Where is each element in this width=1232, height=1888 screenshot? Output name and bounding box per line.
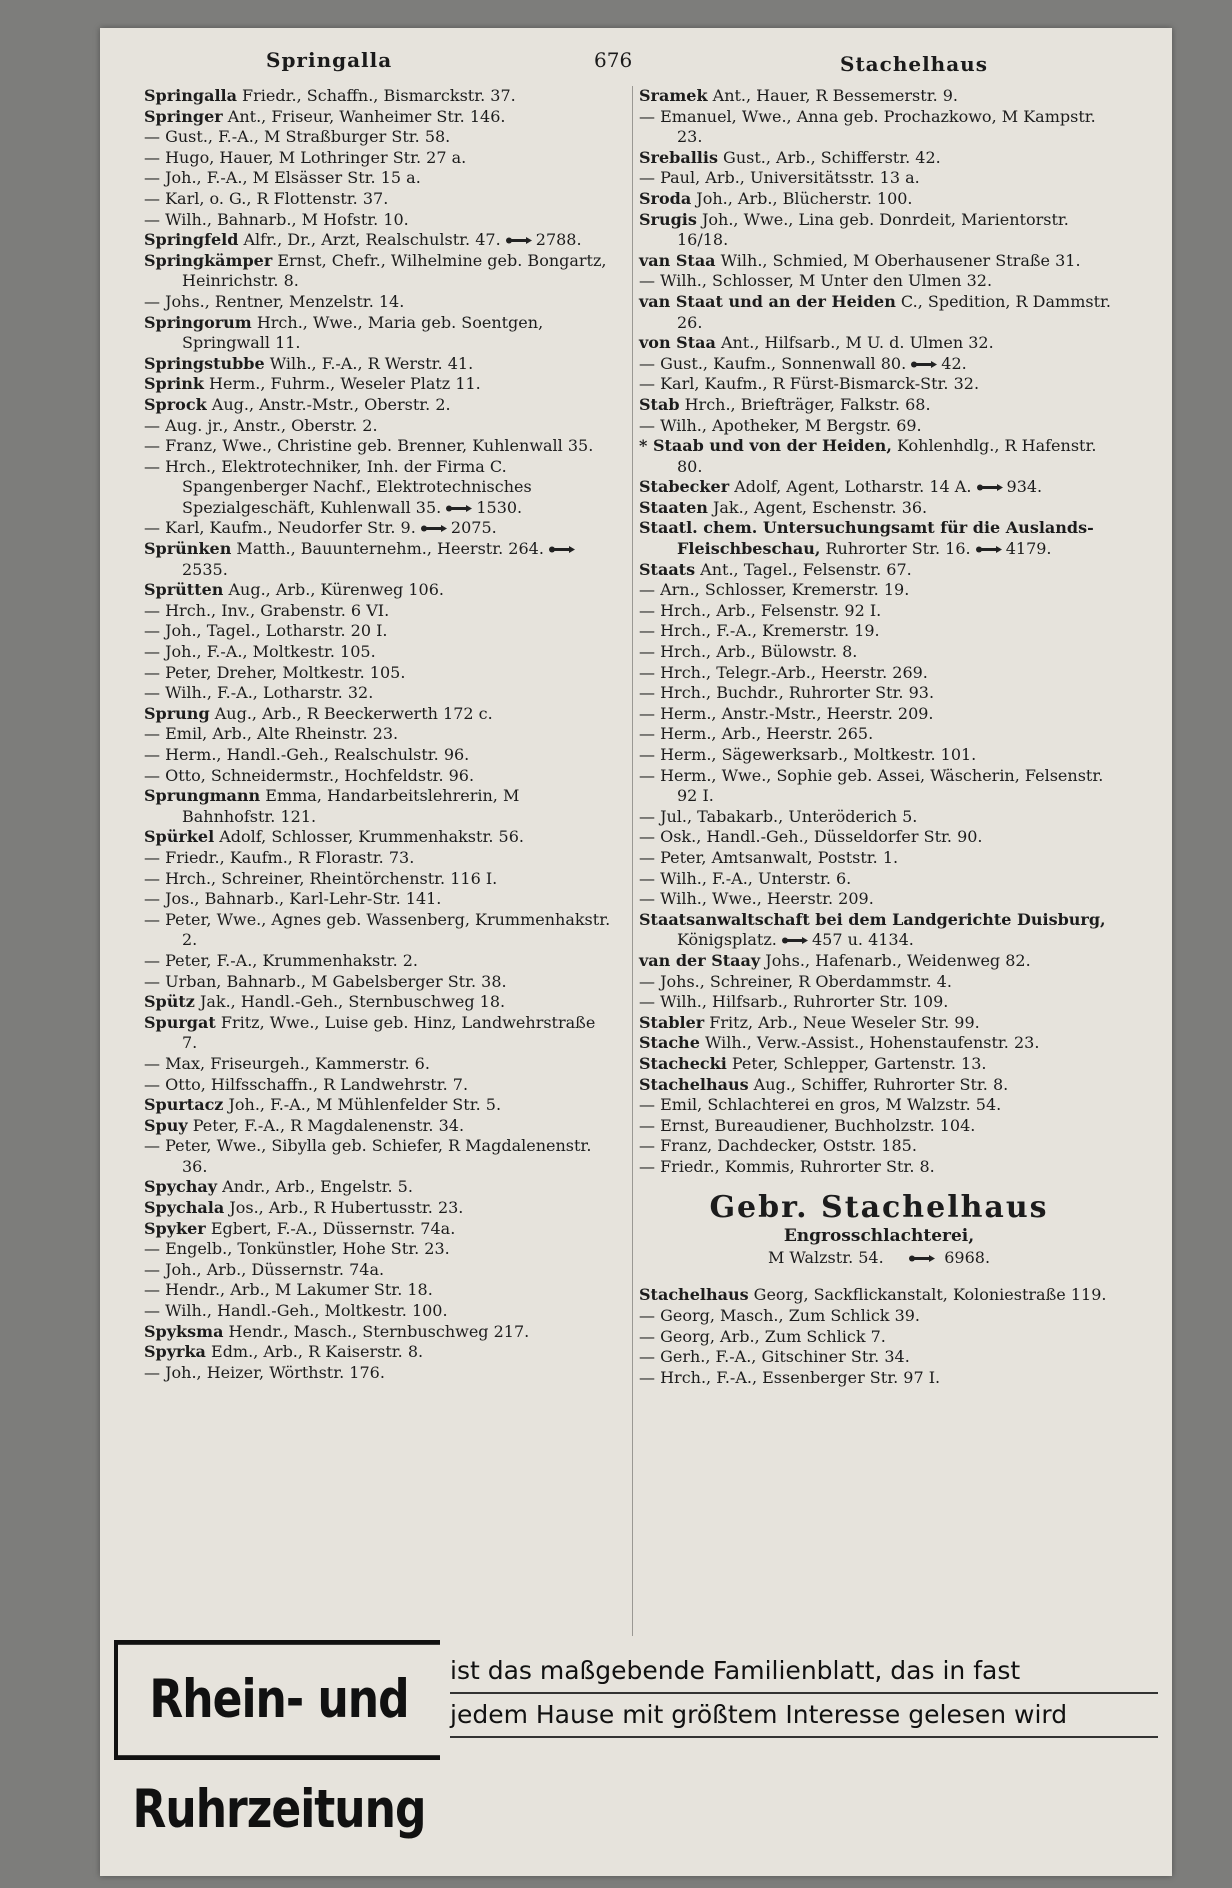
entry-details: — Hrch., Elektrotechniker, Inh. der Firma C. Spangenberger Nachf., Elektrotechnisches Spezialgeschäft, Kuhlenwall 35. [144, 456, 532, 517]
entry-details: — Wilh., F.-A., Unterstr. 6. [639, 868, 852, 888]
entry-details: Jak., Agent, Eschenstr. 36. [707, 497, 928, 517]
directory-entry [144, 86, 614, 107]
directory-entry [144, 251, 614, 292]
entry-surname: Spuy [144, 1115, 188, 1135]
entry-details: — Ernst, Bureaudiener, Buchholzstr. 104. [639, 1115, 976, 1135]
page-number: 676 [594, 48, 633, 72]
directory-entry [639, 189, 1119, 210]
directory-entry [144, 910, 614, 951]
directory-entry [144, 1075, 614, 1096]
directory-entry [639, 333, 1119, 354]
directory-entry [639, 210, 1119, 251]
slogan-line-2: jedem Hause mit größtem Interesse gelesen wird [450, 1694, 1158, 1738]
entry-details: Egbert, F.-A., Düssernstr. 74a. [205, 1218, 456, 1238]
entry-details: Johs., Hafenarb., Weidenweg 82. [760, 950, 1031, 970]
entry-surname: Stache [639, 1033, 700, 1053]
directory-entry [144, 1322, 614, 1343]
directory-entry [144, 786, 614, 827]
entry-surname: Sroda [639, 188, 692, 208]
directory-entry [639, 704, 1119, 725]
directory-entry [639, 1285, 1119, 1306]
entry-details: — Georg, Arb., Zum Schlick 7. [639, 1326, 886, 1346]
entry-details: Wilh., Schmied, M Oberhausener Straße 31. [715, 250, 1081, 270]
directory-entry [144, 230, 614, 251]
left-column [144, 86, 614, 1636]
telephone-icon [976, 545, 1002, 554]
directory-entry [144, 827, 614, 848]
directory-entry [639, 642, 1119, 663]
directory-entry [144, 972, 614, 993]
ad-address: M Walzstr. 54. [767, 1248, 884, 1268]
entry-surname: Staatsanwaltschaft bei dem Landgerichte Duisburg, [639, 909, 1106, 929]
entry-details: Adolf, Schlosser, Krummenhakstr. 56. [214, 827, 524, 847]
entry-surname: Springfeld [144, 230, 239, 250]
entry-surname: Sprock [144, 394, 207, 414]
entry-details: Hendr., Masch., Sternbuschweg 217. [223, 1321, 530, 1341]
directory-entry [144, 1260, 614, 1281]
directory-entry [639, 1347, 1119, 1368]
entry-details: — Hrch., Buchdr., Ruhrorter Str. 93. [639, 683, 935, 703]
directory-entry [144, 1136, 614, 1177]
telephone-icon [911, 360, 937, 369]
entry-details: — Hrch., F.-A., Kremerstr. 19. [639, 621, 880, 641]
entry-details: Wilh., F.-A., R Werstr. 41. [264, 353, 474, 373]
entry-details: — Wilh., Hilfsarb., Ruhrorter Str. 109. [639, 992, 949, 1012]
ad-subtitle: Engrosschlachterei, [783, 1226, 975, 1247]
directory-entry [639, 354, 1119, 375]
entry-details: Joh., F.-A., M Mühlenfelder Str. 5. [223, 1095, 502, 1115]
entry-surname: Srugis [639, 209, 697, 229]
entry-details: — Peter, F.-A., Krummenhakstr. 2. [144, 950, 419, 970]
entry-phone-number: 2535. [182, 559, 228, 579]
directory-entry [144, 621, 614, 642]
directory-entry [639, 498, 1119, 519]
entry-details: — Gust., Kaufm., Sonnenwall 80. [639, 353, 907, 373]
entry-phone-number: 42. [941, 353, 967, 373]
entry-surname: Stabecker [639, 477, 730, 497]
entry-details: — Karl, o. G., R Flottenstr. 37. [144, 188, 389, 208]
entry-details: — Peter, Wwe., Sibylla geb. Schiefer, R Magdalenenstr. 36. [144, 1136, 592, 1176]
telephone-icon [446, 504, 472, 513]
directory-entry [639, 848, 1119, 869]
entry-details: — Peter, Amtsanwalt, Poststr. 1. [639, 847, 899, 867]
entry-details: — Joh., F.-A., Moltkestr. 105. [144, 642, 376, 662]
directory-entry [144, 992, 614, 1013]
directory-page [100, 28, 1172, 1876]
entry-details: Fritz, Wwe., Luise geb. Hinz, Landwehrstraße 7. [182, 1012, 596, 1053]
advertisement-stachelhaus [639, 1191, 1119, 1269]
entry-surname: Spürkel [144, 827, 215, 847]
directory-entry [144, 663, 614, 684]
directory-entry [639, 745, 1119, 766]
directory-entry [639, 889, 1119, 910]
directory-entry [144, 1013, 614, 1054]
entry-details: — Peter, Dreher, Moltkestr. 105. [144, 662, 406, 682]
entry-details: — Wilh., Schlosser, M Unter den Ulmen 32. [639, 271, 993, 291]
entry-surname: * Staab und von der Heiden, [639, 436, 892, 456]
directory-entry [639, 1095, 1119, 1116]
entry-details: — Jul., Tabakarb., Unteröderich 5. [639, 806, 918, 826]
entry-surname: van Staat und an der Heiden [639, 291, 896, 311]
directory-entry [144, 292, 614, 313]
directory-entry [144, 580, 614, 601]
entry-details: — Emil, Arb., Alte Rheinstr. 23. [144, 724, 399, 744]
entry-details: Andr., Arb., Engelstr. 5. [217, 1177, 413, 1197]
entry-surname: Springorum [144, 312, 252, 332]
entry-details: C., Spedition, R Dammstr. 26. [677, 291, 1112, 332]
entry-surname: von Staa [639, 333, 716, 353]
directory-entry [639, 601, 1119, 622]
entry-details: — Otto, Hilfsschaffn., R Landwehrstr. 7. [144, 1074, 469, 1094]
directory-entry [144, 869, 614, 890]
entry-details: Königsplatz. [677, 930, 777, 950]
directory-entry [144, 766, 614, 787]
header-left-keyword: Springalla [266, 48, 393, 72]
entry-details: — Arn., Schlosser, Kremerstr. 19. [639, 580, 910, 600]
entry-surname: Staaten [639, 497, 708, 517]
entry-surname: Spychala [144, 1198, 225, 1218]
directory-entry [639, 683, 1119, 704]
directory-entry [144, 889, 614, 910]
entry-surname: Spychay [144, 1177, 218, 1197]
directory-entry [144, 457, 614, 519]
entry-details: Hrch., Briefträger, Falkstr. 68. [679, 394, 931, 414]
entry-surname: Spyksma [144, 1321, 224, 1341]
entry-details: Alfr., Dr., Arzt, Realschulstr. 47. [238, 230, 501, 250]
directory-entry [639, 621, 1119, 642]
entry-details: — Johs., Rentner, Menzelstr. 14. [144, 291, 405, 311]
entry-details: — Hrch., Schreiner, Rheintörchenstr. 116 I. [144, 868, 498, 888]
entry-phone-number: 4179. [1005, 539, 1052, 559]
entry-details: Peter, Schlepper, Gartenstr. 13. [726, 1053, 987, 1073]
entry-details: Matth., Bauunternehm., Heerstr. 264. [231, 539, 544, 559]
directory-entry [144, 745, 614, 766]
directory-entry [639, 827, 1119, 848]
ad-phone: 6968. [944, 1248, 991, 1268]
entry-details: — Georg, Masch., Zum Schlick 39. [639, 1306, 921, 1326]
directory-entry [639, 1157, 1119, 1178]
entry-details: Herm., Fuhrm., Weseler Platz 11. [203, 374, 481, 394]
entry-details: — Emanuel, Wwe., Anna geb. Prochazkowo, M Kampstr. 23. [639, 106, 1096, 147]
telephone-icon [506, 236, 532, 245]
entry-details: Ant., Hauer, R Bessemerstr. 9. [707, 86, 959, 105]
slogan-line-1: ist das maßgebende Familienblatt, das in fast [450, 1650, 1158, 1694]
entry-details: — Emil, Schlachterei en gros, M Walzstr. 54. [639, 1095, 1002, 1115]
directory-entry [639, 374, 1119, 395]
entry-details: — Hrch., F.-A., Essenberger Str. 97 I. [639, 1367, 941, 1387]
directory-entry [144, 210, 614, 231]
entry-details: Ant., Friseur, Wanheimer Str. 146. [222, 106, 506, 126]
directory-entry [639, 580, 1119, 601]
entry-surname: Stachelhaus [639, 1074, 749, 1094]
entry-surname: Sreballis [639, 147, 718, 167]
entry-details: Gust., Arb., Schifferstr. 42. [717, 147, 941, 167]
entry-details: — Gerh., F.-A., Gitschiner Str. 34. [639, 1347, 910, 1367]
entry-details: Aug., Arb., R Beeckerwerth 172 c. [209, 703, 493, 723]
entry-surname: Sprütten [144, 580, 224, 600]
entry-details: — Joh., Tagel., Lotharstr. 20 I. [144, 621, 388, 641]
entry-surname: Sprung [144, 703, 210, 723]
directory-entry [639, 1368, 1119, 1389]
entry-surname: van Staa [639, 250, 716, 270]
entry-details: — Herm., Wwe., Sophie geb. Assei, Wäscherin, Felsenstr. 92 I. [639, 765, 1104, 806]
entry-details: — Hrch., Telegr.-Arb., Heerstr. 269. [639, 662, 928, 682]
directory-entry [639, 395, 1119, 416]
entry-surname: Springer [144, 106, 223, 126]
directory-entry [639, 107, 1119, 148]
directory-entry [144, 1363, 614, 1384]
directory-entry [144, 1219, 614, 1240]
directory-entry [144, 704, 614, 725]
entry-details: Aug., Arb., Kürenweg 106. [223, 580, 444, 600]
entry-details: — Joh., F.-A., M Elsässer Str. 15 a. [144, 168, 421, 188]
directory-entry [639, 766, 1119, 807]
entry-surname: Stachecki [639, 1053, 727, 1073]
entry-surname: Spurgat [144, 1012, 216, 1032]
entry-surname: Springstubbe [144, 353, 265, 373]
entry-details: Joh., Arb., Blücherstr. 100. [691, 188, 913, 208]
entry-details: — Johs., Schreiner, R Oberdammstr. 4. [639, 971, 952, 991]
entry-details: — Wilh., Bahnarb., M Hofstr. 10. [144, 209, 409, 229]
newspaper-slogan [450, 1650, 1158, 1738]
directory-entry [639, 148, 1119, 169]
directory-entry [639, 972, 1119, 993]
directory-entry [639, 292, 1119, 333]
directory-entry [144, 1301, 614, 1322]
entry-details: — Franz, Wwe., Christine geb. Brenner, Kuhlenwall 35. [144, 436, 594, 456]
entry-details: Ant., Tagel., Felsenstr. 67. [695, 559, 912, 579]
directory-entry [144, 1342, 614, 1363]
directory-entry [144, 374, 614, 395]
entry-phone-number: 934. [1006, 477, 1043, 497]
directory-entry [144, 683, 614, 704]
entry-details: — Friedr., Kommis, Ruhrorter Str. 8. [639, 1156, 935, 1176]
entry-details: — Karl, Kaufm., Neudorfer Str. 9. [144, 518, 416, 538]
entry-details: — Karl, Kaufm., R Fürst-Bismarck-Str. 32. [639, 374, 980, 394]
entry-details: — Peter, Wwe., Agnes geb. Wassenberg, Krummenhakstr. 2. [144, 909, 611, 950]
entry-details: — Herm., Sägewerksarb., Moltkestr. 101. [639, 745, 977, 764]
entry-details: Ernst, Chefr., Wilhelmine geb. Bongartz, Heinrichstr. 8. [182, 250, 607, 291]
entry-details: — Hrch., Arb., Bülowstr. 8. [639, 642, 858, 662]
entry-details: Ruhrorter Str. 16. [820, 539, 971, 559]
entry-details: — Gust., F.-A., M Straßburger Str. 58. [144, 127, 451, 147]
directory-entry [144, 168, 614, 189]
entry-details: — Hrch., Arb., Felsenstr. 92 I. [639, 600, 882, 620]
entry-surname: Sramek [639, 86, 708, 105]
directory-entry [639, 1306, 1119, 1327]
directory-entry [639, 251, 1119, 272]
entry-details: — Wilh., Wwe., Heerstr. 209. [639, 889, 874, 909]
entry-details: — Friedr., Kaufm., R Florastr. 73. [144, 847, 415, 867]
entry-details: — Hugo, Hauer, M Lothringer Str. 27 a. [144, 147, 467, 167]
entry-details: — Otto, Schneidermstr., Hochfeldstr. 96. [144, 765, 475, 785]
directory-entry [144, 354, 614, 375]
entry-details: — Urban, Bahnarb., M Gabelsberger Str. 38. [144, 971, 507, 991]
ad-address-line [639, 1247, 1119, 1269]
entry-details: Ant., Hilfsarb., M U. d. Ulmen 32. [715, 333, 994, 353]
entry-details: — Joh., Heizer, Wörthstr. 176. [144, 1362, 385, 1382]
directory-entry [639, 951, 1119, 972]
entry-surname: Staats [639, 559, 696, 579]
entry-details: Jak., Handl.-Geh., Sternbuschweg 18. [194, 992, 506, 1012]
directory-entry [144, 1239, 614, 1260]
directory-entry [144, 416, 614, 437]
entry-surname: Staatl. chem. Untersuchungsamt für die Auslands-Fleischbeschau, [639, 518, 1094, 559]
entry-phone-number: 457 u. 4134. [811, 930, 914, 950]
telephone-icon [421, 524, 447, 533]
entry-details: Jos., Arb., R Hubertusstr. 23. [224, 1198, 464, 1218]
directory-entry [639, 560, 1119, 581]
entry-details: — Herm., Handl.-Geh., Realschulstr. 96. [144, 745, 470, 764]
directory-entry [639, 477, 1119, 498]
directory-entry [639, 1013, 1119, 1034]
header-right-keyword: Stachelhaus [840, 52, 988, 76]
telephone-icon [909, 1254, 935, 1263]
directory-entry [144, 395, 614, 416]
directory-entry [639, 271, 1119, 292]
entry-details: — Wilh., Apotheker, M Bergstr. 69. [639, 415, 922, 435]
entry-details: — Herm., Arb., Heerstr. 265. [639, 724, 874, 744]
entry-details: Wilh., Verw.-Assist., Hohenstaufenstr. 23. [699, 1033, 1040, 1053]
entry-phone-number: 2075. [450, 518, 497, 538]
entry-details: Friedr., Schaffn., Bismarckstr. 37. [236, 86, 516, 105]
entry-details: — Hendr., Arb., M Lakumer Str. 18. [144, 1280, 433, 1300]
directory-entry [144, 1054, 614, 1075]
entry-details: Kohlenhdlg., R Hafenstr. 80. [677, 436, 1097, 476]
entry-details: Adolf, Agent, Lotharstr. 14 A. [729, 477, 972, 497]
entry-details: Fritz, Arb., Neue Weseler Str. 99. [704, 1012, 980, 1032]
directory-entry [144, 107, 614, 128]
directory-entry [144, 1116, 614, 1137]
directory-entry [639, 1136, 1119, 1157]
entry-details: — Aug. jr., Anstr., Oberstr. 2. [144, 415, 378, 435]
ad-title: Gebr. Stachelhaus [709, 1190, 1049, 1226]
entry-surname: Sprungmann [144, 786, 261, 806]
directory-entry [144, 539, 614, 580]
entry-details: Joh., Wwe., Lina geb. Donrdeit, Marientorstr. 16/18. [677, 209, 1069, 250]
entry-surname: Springkämper [144, 250, 273, 270]
entry-surname: Stab [639, 394, 680, 414]
directory-entry [639, 168, 1119, 189]
directory-entry [144, 436, 614, 457]
directory-entry [144, 601, 614, 622]
directory-entry [639, 86, 1119, 107]
directory-entry [639, 724, 1119, 745]
entry-surname: Stabler [639, 1012, 705, 1032]
entry-details: — Franz, Dachdecker, Oststr. 185. [639, 1136, 917, 1156]
directory-entry [144, 724, 614, 745]
directory-entry [639, 436, 1119, 477]
directory-entry [144, 1198, 614, 1219]
entry-details: Aug., Anstr.-Mstr., Oberstr. 2. [206, 394, 451, 414]
directory-entry [144, 1280, 614, 1301]
entry-details: — Wilh., Handl.-Geh., Moltkestr. 100. [144, 1301, 448, 1321]
entry-details: Aug., Schiffer, Ruhrorter Str. 8. [748, 1074, 1009, 1094]
directory-entry [639, 910, 1119, 951]
entry-details: Peter, F.-A., R Magdalenenstr. 34. [187, 1115, 465, 1135]
directory-entry [144, 642, 614, 663]
directory-entry [144, 951, 614, 972]
telephone-icon [549, 545, 575, 554]
entry-details: — Max, Friseurgeh., Kammerstr. 6. [144, 1053, 430, 1073]
right-column [632, 86, 1119, 1636]
directory-entry [639, 992, 1119, 1013]
entry-surname: Sprünken [144, 539, 232, 559]
directory-entry [639, 1054, 1119, 1075]
entry-phone-number: 2788. [535, 230, 582, 250]
newspaper-advertisement [114, 1650, 1158, 1841]
entry-details: — Joh., Arb., Düssernstr. 74a. [144, 1259, 385, 1279]
entry-surname: van der Staay [639, 950, 761, 970]
entry-details: — Wilh., F.-A., Lotharstr. 32. [144, 683, 374, 703]
directory-entry [144, 189, 614, 210]
entry-details: — Jos., Bahnarb., Karl-Lehr-Str. 141. [144, 889, 442, 909]
entry-surname: Springalla [144, 86, 237, 105]
entry-surname: Spyrka [144, 1342, 206, 1362]
telephone-icon [782, 936, 808, 945]
entry-details: Edm., Arb., R Kaiserstr. 8. [205, 1342, 424, 1362]
entry-details: — Herm., Anstr.-Mstr., Heerstr. 209. [639, 703, 934, 723]
entry-details: Georg, Sackflickanstalt, Koloniestraße 119. [748, 1285, 1107, 1305]
entry-surname: Stachelhaus [639, 1285, 749, 1305]
entry-details: — Engelb., Tonkünstler, Hohe Str. 23. [144, 1239, 450, 1259]
directory-entry [144, 313, 614, 354]
directory-entry [639, 663, 1119, 684]
directory-entry [639, 1033, 1119, 1054]
directory-entry [144, 148, 614, 169]
entry-surname: Spütz [144, 992, 195, 1012]
entry-details: — Osk., Handl.-Geh., Düsseldorfer Str. 90. [639, 827, 983, 847]
telephone-icon [977, 483, 1003, 492]
newspaper-brand: Rhein- und Ruhrzeitung [114, 1640, 440, 1760]
directory-entry [144, 1095, 614, 1116]
directory-entry [639, 1116, 1119, 1137]
directory-entry [144, 848, 614, 869]
entry-details: — Paul, Arb., Universitätsstr. 13 a. [639, 168, 920, 188]
entry-phone-number: 1530. [476, 497, 523, 517]
directory-entry [144, 518, 614, 539]
entry-surname: Spyker [144, 1218, 206, 1238]
entry-details: Hrch., Wwe., Maria geb. Soentgen, Springwall 11. [182, 312, 544, 353]
directory-entry [639, 1327, 1119, 1348]
directory-entry [639, 869, 1119, 890]
entry-surname: Spurtacz [144, 1095, 224, 1115]
directory-entry [639, 807, 1119, 828]
entry-surname: Sprink [144, 374, 204, 394]
directory-entry [639, 1075, 1119, 1096]
directory-entry [639, 518, 1119, 559]
directory-entry [144, 127, 614, 148]
entry-details: Emma, Handarbeitslehrerin, M Bahnhofstr. 121. [182, 786, 520, 826]
directory-entry [639, 416, 1119, 437]
directory-entry [144, 1177, 614, 1198]
page-header [140, 42, 1140, 82]
entry-details: — Hrch., Inv., Grabenstr. 6 VI. [144, 600, 390, 620]
